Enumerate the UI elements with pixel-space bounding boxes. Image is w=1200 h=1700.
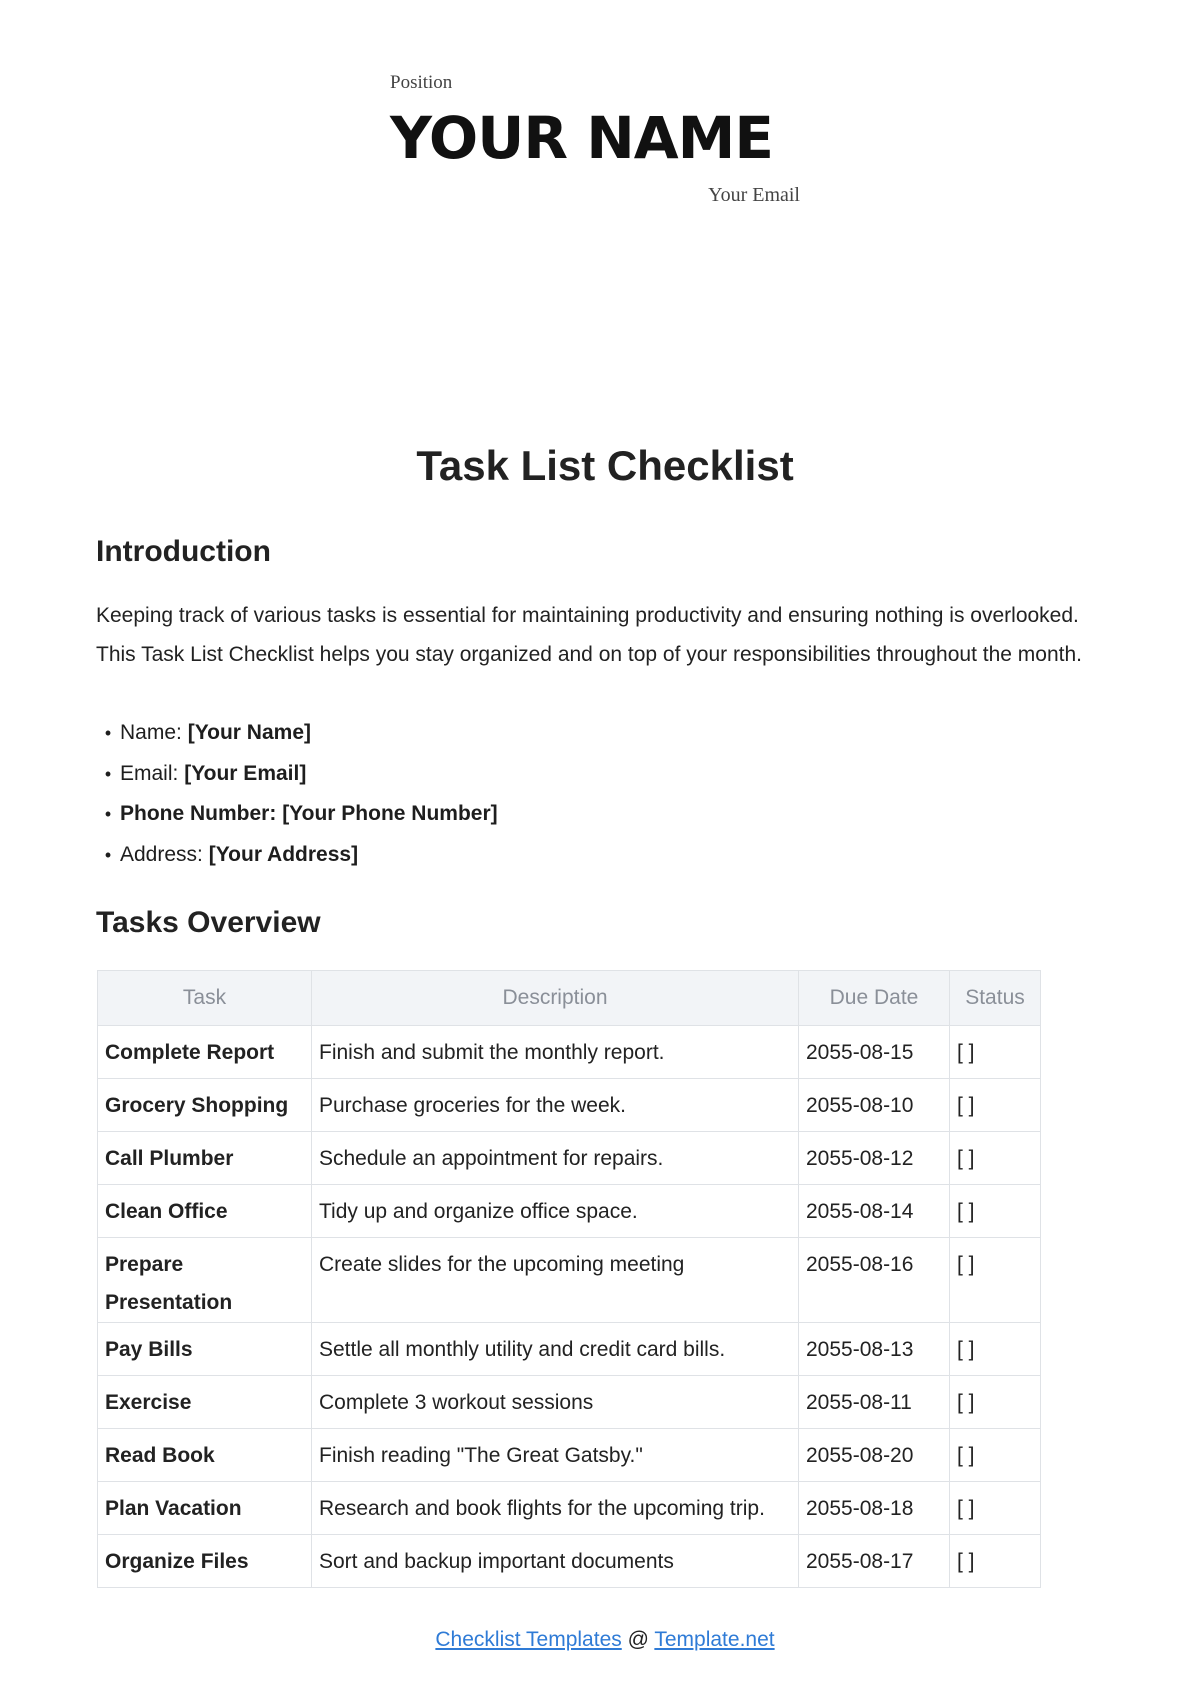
- table-row: [98, 1535, 1041, 1588]
- status-cell[interactable]: [ ]: [950, 1482, 1041, 1535]
- task-cell: Complete Report: [98, 1026, 312, 1079]
- status-cell[interactable]: [ ]: [950, 1429, 1041, 1482]
- table-row: [98, 1482, 1041, 1535]
- table-row: [98, 1026, 1041, 1079]
- column-header-task: Task: [98, 971, 312, 1026]
- table-row: [98, 1429, 1041, 1482]
- description-cell: Finish reading "The Great Gatsby.": [312, 1429, 799, 1482]
- column-header-due-date: Due Date: [799, 971, 950, 1026]
- letterhead: [390, 72, 800, 207]
- due-date-cell: 2055-08-15: [799, 1026, 950, 1079]
- status-cell[interactable]: [ ]: [950, 1376, 1041, 1429]
- info-label: Name:: [120, 721, 182, 744]
- due-date-cell: 2055-08-14: [799, 1185, 950, 1238]
- description-cell: Create slides for the upcoming meeting: [312, 1238, 799, 1323]
- description-cell: Settle all monthly utility and credit card bills.: [312, 1323, 799, 1376]
- info-label: Address:: [120, 842, 203, 866]
- description-cell: Purchase groceries for the week.: [312, 1079, 799, 1132]
- description-cell: Finish and submit the monthly report.: [312, 1026, 799, 1079]
- status-cell[interactable]: [ ]: [950, 1238, 1041, 1323]
- task-cell: Clean Office: [98, 1185, 312, 1238]
- list-item: [96, 794, 1116, 835]
- contact-info-list: [96, 713, 1116, 875]
- description-cell: Sort and backup important documents: [312, 1535, 799, 1588]
- column-header-status: Status: [950, 971, 1041, 1026]
- list-item: [96, 713, 1116, 754]
- introduction-heading: Introduction: [96, 535, 271, 568]
- introduction-paragraph: Keeping track of various tasks is essential for maintaining productivity and ensuring nothing is overlooked. This Task List Checklist helps you stay organized and on top of your responsibilities throughout the month.: [96, 604, 1082, 666]
- due-date-cell: 2055-08-10: [799, 1079, 950, 1132]
- info-label: Phone Number:: [120, 802, 277, 825]
- due-date-cell: 2055-08-18: [799, 1482, 950, 1535]
- info-label: Email:: [120, 761, 179, 785]
- email-label: Your Email: [708, 184, 800, 206]
- task-cell: Organize Files: [98, 1535, 312, 1588]
- task-cell: Exercise: [98, 1376, 312, 1429]
- status-cell[interactable]: [ ]: [950, 1535, 1041, 1588]
- footer: [0, 1628, 1200, 1652]
- page-title: Task List Checklist: [416, 442, 794, 489]
- description-cell: Complete 3 workout sessions: [312, 1376, 799, 1429]
- tasks-table: [97, 970, 1041, 1588]
- due-date-cell: 2055-08-12: [799, 1132, 950, 1185]
- due-date-cell: 2055-08-20: [799, 1429, 950, 1482]
- list-item: [96, 835, 1116, 876]
- task-cell: Prepare Presentation: [98, 1238, 312, 1323]
- table-header-row: [98, 971, 1041, 1026]
- name-heading: YOUR NAME: [390, 104, 773, 172]
- footer-separator: @: [621, 1628, 655, 1651]
- status-cell[interactable]: [ ]: [950, 1132, 1041, 1185]
- position-label: Position: [390, 72, 453, 93]
- status-cell[interactable]: [ ]: [950, 1185, 1041, 1238]
- column-header-description: Description: [312, 971, 799, 1026]
- task-cell: Plan Vacation: [98, 1482, 312, 1535]
- task-cell: Call Plumber: [98, 1132, 312, 1185]
- description-cell: Schedule an appointment for repairs.: [312, 1132, 799, 1185]
- task-cell: Read Book: [98, 1429, 312, 1482]
- table-row: [98, 1376, 1041, 1429]
- status-cell[interactable]: [ ]: [950, 1026, 1041, 1079]
- info-value: [Your Phone Number]: [282, 802, 498, 825]
- template-net-link[interactable]: Template.net: [654, 1628, 775, 1651]
- table-row: [98, 1238, 1041, 1323]
- task-cell: Pay Bills: [98, 1323, 312, 1376]
- info-value: [Your Address]: [208, 842, 359, 866]
- due-date-cell: 2055-08-13: [799, 1323, 950, 1376]
- description-cell: Research and book flights for the upcoming trip.: [312, 1482, 799, 1535]
- due-date-cell: 2055-08-16: [799, 1238, 950, 1323]
- due-date-cell: 2055-08-17: [799, 1535, 950, 1588]
- table-row: [98, 1079, 1041, 1132]
- due-date-cell: 2055-08-11: [799, 1376, 950, 1429]
- description-cell: Tidy up and organize office space.: [312, 1185, 799, 1238]
- checklist-templates-link[interactable]: Checklist Templates: [435, 1628, 622, 1651]
- info-value: [Your Name]: [187, 721, 311, 744]
- list-item: [96, 754, 1116, 795]
- status-cell[interactable]: [ ]: [950, 1323, 1041, 1376]
- task-cell: Grocery Shopping: [98, 1079, 312, 1132]
- tasks-overview-heading: Tasks Overview: [96, 906, 321, 939]
- table-row: [98, 1323, 1041, 1376]
- table-row: [98, 1132, 1041, 1185]
- info-value: [Your Email]: [184, 761, 307, 785]
- table-row: [98, 1185, 1041, 1238]
- status-cell[interactable]: [ ]: [950, 1079, 1041, 1132]
